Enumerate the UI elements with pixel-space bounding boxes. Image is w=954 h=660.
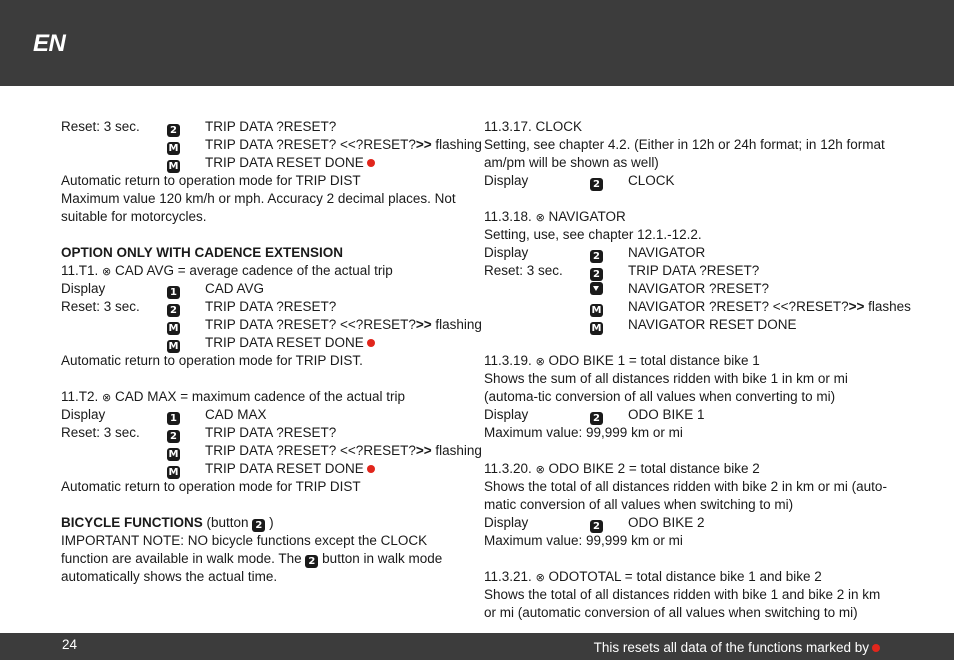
t1-title: 11.T1. ⊗ CAD AVG = average cadence of the actual trip	[61, 263, 393, 278]
odo2-max-value: Maximum value: 99,999 km or mi	[484, 533, 683, 548]
right-column	[484, 118, 911, 622]
button-m-icon: M	[168, 341, 179, 352]
odo2-display-line: Display 2 ODO BIKE 2	[484, 515, 705, 532]
clock-setting: Setting, see chapter 4.2. (Either in 12h or 24h format; in 12h format am/pm will be shown as well)	[484, 137, 885, 170]
odo2-title: 11.3.20. ⊗ ODO BIKE 2 = total distance bike 2	[484, 461, 760, 476]
circled-x-icon: ⊗	[102, 391, 112, 404]
button-m-icon: M	[168, 143, 179, 154]
button-2-icon: 2	[167, 430, 180, 443]
button-m-icon: M	[168, 467, 179, 478]
circled-x-icon: ⊗	[535, 211, 545, 224]
odo1-title: 11.3.19. ⊗ ODO BIKE 1 = total distance bike 1	[484, 353, 760, 368]
odo1-description: Shows the sum of all distances ridden with bike 1 in km or mi (automa-tic conversion of all values when converting to mi)	[484, 371, 848, 404]
footer-bar	[0, 633, 954, 660]
footer-note: This resets all data of the functions marked by	[594, 640, 880, 655]
t1-auto-return: Automatic return to operation mode for TRIP DIST.	[61, 353, 363, 368]
button-m-icon: M	[168, 449, 179, 460]
reset-dot-icon	[872, 644, 880, 652]
reset-dot-icon	[367, 465, 375, 473]
button-m-icon: M	[591, 305, 602, 316]
odo1-max-value: Maximum value: 99,999 km or mi	[484, 425, 683, 440]
trip-reset-line-3: M TRIP DATA RESET DONE	[61, 154, 461, 172]
left-column	[61, 118, 482, 586]
reset-dot-icon	[367, 159, 375, 167]
cadence-heading: OPTION ONLY WITH CADENCE EXTENSION	[61, 245, 344, 260]
language-label: EN	[33, 30, 66, 57]
navigator-reset-line-2: NAVIGATOR ?RESET?	[484, 280, 889, 298]
button-2-icon: 2	[590, 250, 603, 263]
circled-x-icon: ⊗	[535, 571, 545, 584]
t1-reset-line-3: M TRIP DATA RESET DONE	[61, 334, 461, 352]
bicycle-functions-heading: BICYCLE FUNCTIONS (button 2 )	[61, 515, 274, 531]
double-arrow-icon: >>	[415, 137, 432, 152]
page-number: 24	[62, 637, 78, 652]
circled-x-icon: ⊗	[535, 463, 545, 476]
t1-reset-line-2: M TRIP DATA ?RESET? <<?RESET?>> flashing	[168, 317, 482, 334]
odototal-description: Shows the total of all distances ridden with bike 1 and bike 2 in km or mi (automatic conversion of all values when switching to mi)	[484, 587, 881, 620]
button-1-icon: 1	[167, 286, 180, 299]
button-m-icon: M	[591, 323, 602, 334]
button-m-icon: M	[168, 323, 179, 334]
navigator-reset-line-3: M NAVIGATOR ?RESET? <<?RESET?>> flashes	[591, 299, 911, 316]
button-m-icon: M	[168, 161, 179, 172]
t2-reset-line-3: M TRIP DATA RESET DONE	[61, 460, 461, 478]
odo2-description: Shows the total of all distances ridden with bike 2 in km or mi (auto-matic conversion of all values when switching to mi)	[484, 479, 887, 512]
navigator-display-line: Display 2 NAVIGATOR	[484, 245, 706, 262]
navigator-title: 11.3.18. ⊗ NAVIGATOR	[484, 209, 626, 224]
t2-reset-line-2: M TRIP DATA ?RESET? <<?RESET?>> flashing	[168, 443, 482, 460]
t2-display-line: Display 1 CAD MAX	[61, 407, 267, 424]
t2-auto-return: Automatic return to operation mode for TRIP DIST	[61, 479, 361, 494]
button-2-icon: 2	[305, 555, 318, 568]
button-2-icon: 2	[590, 178, 603, 191]
down-button-icon	[590, 282, 603, 295]
button-1-icon: 1	[167, 412, 180, 425]
auto-return-note: Automatic return to operation mode for TRIP DIST	[61, 173, 361, 188]
button-2-icon: 2	[167, 124, 180, 137]
max-value-note: Maximum value 120 km/h or mph. Accuracy 2 decimal places. Not suitable for motorcycles.	[61, 191, 456, 224]
important-note: IMPORTANT NOTE: NO bicycle functions except the CLOCK function are available in walk mode. The 2 button in walk mode automatically shows the actual time.	[61, 533, 443, 584]
navigator-setting: Setting, use, see chapter 12.1.-12.2.	[484, 227, 702, 242]
double-arrow-icon: >>	[415, 443, 432, 458]
clock-display-line: Display 2 CLOCK	[484, 173, 675, 190]
reset-dot-icon	[367, 339, 375, 347]
navigator-reset-line-4: M NAVIGATOR RESET DONE	[591, 317, 797, 334]
t1-reset-line-1: Reset: 3 sec. 2 TRIP DATA ?RESET?	[61, 299, 337, 316]
button-2-icon: 2	[252, 519, 265, 532]
odo1-display-line: Display 2 ODO BIKE 1	[484, 407, 705, 424]
circled-x-icon: ⊗	[102, 265, 112, 278]
button-2-icon: 2	[590, 412, 603, 425]
double-arrow-icon: >>	[415, 317, 432, 332]
header-bar	[0, 0, 954, 86]
clock-title: 11.3.17. CLOCK	[484, 119, 583, 134]
t1-display-line: Display 1 CAD AVG	[61, 281, 265, 298]
odototal-title: 11.3.21. ⊗ ODOTOTAL = total distance bike 1 and bike 2	[484, 569, 822, 584]
button-2-icon: 2	[590, 268, 603, 281]
t2-title: 11.T2. ⊗ CAD MAX = maximum cadence of the actual trip	[61, 389, 406, 404]
trip-reset-line-2: M TRIP DATA ?RESET? <<?RESET?>> flashing	[168, 137, 482, 154]
trip-reset-line-1: Reset: 3 sec. 2 TRIP DATA ?RESET?	[61, 119, 337, 136]
t2-reset-line-1: Reset: 3 sec. 2 TRIP DATA ?RESET?	[61, 425, 337, 442]
navigator-reset-line-1: Reset: 3 sec. 2 TRIP DATA ?RESET?	[484, 263, 760, 280]
circled-x-icon: ⊗	[535, 355, 545, 368]
button-2-icon: 2	[590, 520, 603, 533]
double-arrow-icon: >>	[848, 299, 865, 314]
button-2-icon: 2	[167, 304, 180, 317]
